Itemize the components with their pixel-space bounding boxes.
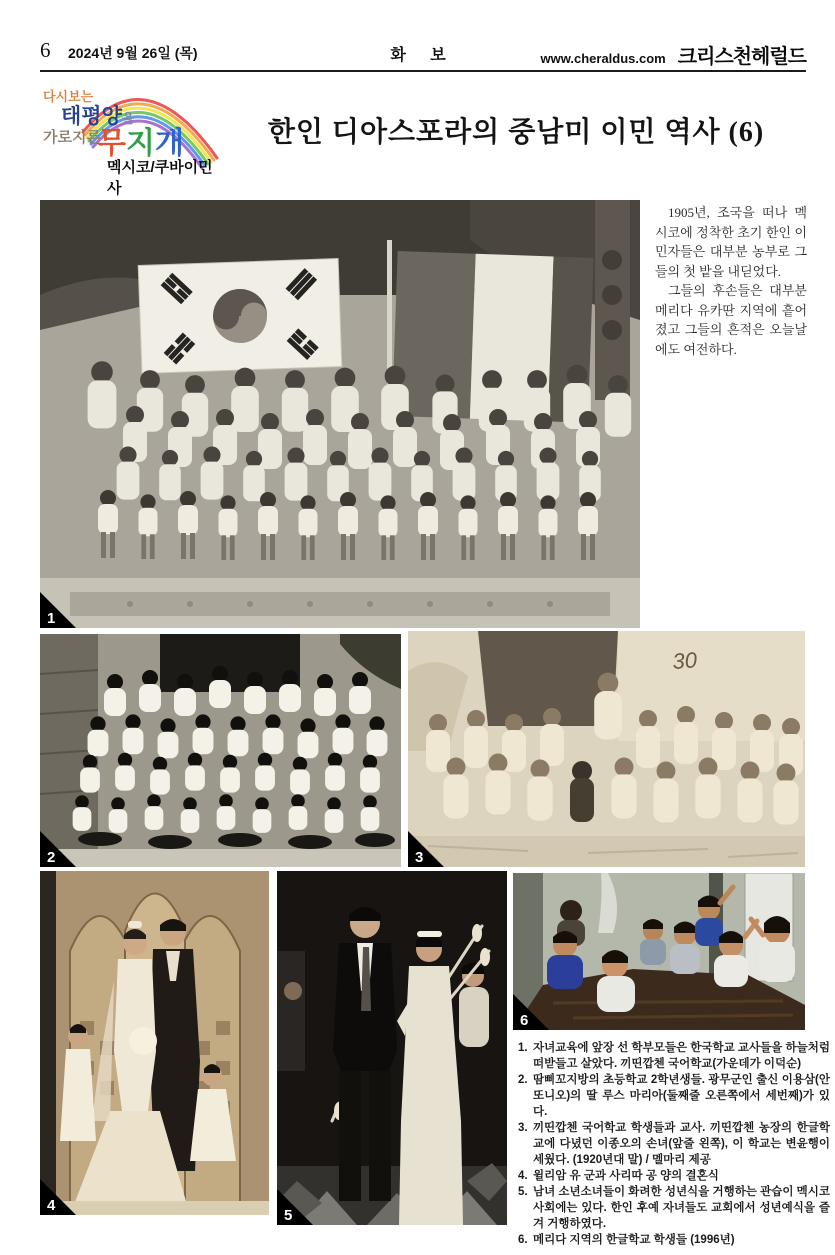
- photo-3-faded-group: [408, 631, 805, 867]
- logo-rainbow-word: 무지개: [97, 127, 184, 160]
- page-number: 6: [40, 38, 51, 62]
- caption-number: 6.: [518, 1234, 528, 1246]
- caption-number: 2.: [518, 1074, 528, 1086]
- logo-tagline-2: 태평양을: [61, 105, 135, 128]
- intro-paragraph-2: 그들의 후손들은 대부분 메리다 유카딴 지역에 흩어졌고 그들의 흔적은 오늘날에도 여전하다.: [655, 283, 807, 357]
- caption-text: 메리다 지역의 한글학교 학생들 (1996년): [533, 1234, 735, 1246]
- logo-subtitle: 멕시코/쿠바이민사: [107, 159, 213, 197]
- caption-text: 윌리암 유 군과 사리따 공 양의 결혼식: [533, 1170, 719, 1182]
- issue-date: 2024년 9월 26일 (목): [68, 45, 198, 61]
- caption-number: 5.: [518, 1186, 528, 1198]
- header-divider: [40, 70, 806, 72]
- caption-item-2: [518, 1072, 830, 1120]
- caption-number: 4.: [518, 1170, 528, 1182]
- page-header: [40, 36, 806, 66]
- caption-item-3: [518, 1120, 830, 1168]
- caption-item-4: [518, 1168, 830, 1184]
- photo-3-number: 3: [415, 849, 424, 866]
- newspaper-masthead: 크리스천헤럴드: [677, 46, 806, 68]
- masthead-group: [541, 40, 806, 69]
- caption-text: 끼띤깝첸 국어학교 학생들과 교사. 끼띤깝첸 농장의 한글학교에 다녔던 이종오의 손녀(앞줄 왼쪽), 이 학교는 변윤행이 세웠다. (1920년대 말) / 멜마리 제공: [533, 1122, 830, 1166]
- section-title: 화 보: [390, 47, 456, 64]
- intro-paragraph-1: 1905년, 조국을 떠나 멕시코에 정착한 초기 한인 이민자들은 대부분 농부로 그들의 첫 밭을 내딛었다.: [655, 205, 807, 279]
- photo-2-school-group: [40, 634, 401, 867]
- photo-1-number: 1: [47, 610, 56, 627]
- series-logo: [35, 80, 225, 197]
- photo-6-children-table: [513, 873, 805, 1030]
- photo-5-number: 5: [284, 1207, 293, 1224]
- photo-3-handwritten-number: 30: [671, 647, 698, 674]
- caption-item-6: [518, 1232, 830, 1248]
- caption-list: [518, 1040, 830, 1248]
- photo-4-wedding-portrait: [40, 871, 269, 1215]
- article-title: 한인 디아스포라의 중남미 이민 역사 (6): [267, 117, 765, 148]
- logo-tagline-1: 다시보는: [43, 89, 94, 104]
- caption-item-5: [518, 1184, 830, 1232]
- photo-2-number: 2: [47, 849, 56, 866]
- photo-1-group-with-flags: [40, 200, 640, 628]
- website-url: www.cheraldus.com: [540, 51, 666, 66]
- intro-text: [655, 203, 807, 359]
- caption-text: 자녀교육에 앞장 선 학부모들은 한국학교 교사들을 하늘처럼 떠받들고 살았다. 끼띤깝첸 국어학교(가운데가 이덕순): [533, 1042, 830, 1070]
- caption-number: 3.: [518, 1122, 528, 1134]
- caption-text: 남녀 소년소녀들이 화려한 성년식을 거행하는 관습이 멕시코 사회에는 있다. 한인 후예 자녀들도 교회에서 성년예식을 즐겨 거행하였다.: [533, 1186, 830, 1230]
- logo-tagline-3: 가로지른: [43, 129, 101, 146]
- caption-text: 땀삐꼬지방의 초등학교 2학년생들. 광무군인 출신 이용삼(안또니오)의 딸 루스 마리아(둘째줄 오른쪽에서 세번째)가 있다.: [533, 1074, 830, 1118]
- photo-6-number: 6: [520, 1012, 529, 1029]
- caption-number: 1.: [518, 1042, 528, 1054]
- photo-5-procession-couple: [277, 871, 507, 1225]
- photo-4-number: 4: [47, 1197, 56, 1214]
- caption-item-1: [518, 1040, 830, 1072]
